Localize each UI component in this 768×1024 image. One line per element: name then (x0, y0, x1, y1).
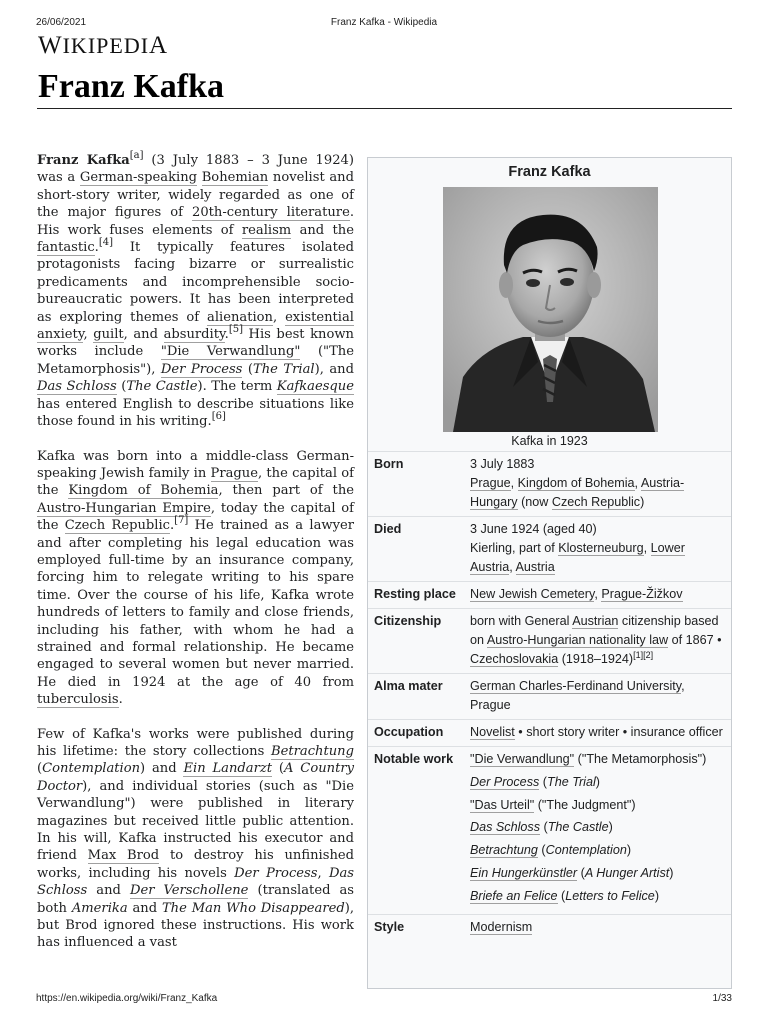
text-run: ( (539, 774, 547, 789)
wordmark-middle: IKIPEDI (62, 33, 150, 58)
text-run: ) (654, 888, 660, 903)
text-run: ) and (140, 761, 184, 777)
text-run: . (224, 327, 229, 343)
infobox-label: Resting place (374, 587, 456, 601)
infobox-row-notable-work (368, 746, 731, 914)
text-run: , (643, 541, 651, 555)
infobox-value (470, 520, 725, 577)
wiki-link[interactable]: Austria (515, 560, 555, 574)
text-run: ) (640, 495, 645, 509)
infobox-row-resting-place (368, 581, 731, 608)
infobox-row-citizenship (368, 608, 731, 673)
wiki-link[interactable]: Novelist (470, 725, 515, 739)
text-run: ( (116, 379, 127, 395)
print-footer (36, 993, 732, 1005)
infobox-rows (368, 451, 731, 941)
text-run: , (510, 476, 518, 490)
text-run: (now (517, 495, 552, 509)
print-header (36, 17, 732, 29)
infobox-value (470, 723, 725, 742)
text-run: ), and individual stories (such as "Die Verwandlung") were published in literary magazines but received little public attention. In his will, Kafka instructed his executor and friend (37, 778, 354, 864)
text-run: born with General (470, 614, 573, 628)
text-run: and (127, 900, 162, 916)
infobox-value (470, 677, 725, 715)
wiki-link[interactable]: German-speaking (79, 170, 198, 186)
text-run: citizenship based on (470, 614, 719, 647)
wiki-link[interactable]: Czech Republic (551, 495, 641, 509)
italic-text: A Hunger Artist (584, 865, 670, 880)
infobox-label: Alma mater (374, 679, 443, 693)
wiki-link[interactable]: absurdity (163, 327, 225, 343)
text-run: , Prague (470, 679, 685, 712)
infobox-row-born (368, 451, 731, 516)
text-run: • short story writer • insurance officer (514, 725, 723, 739)
text-run: , and (123, 327, 164, 343)
text-run: ("The Metamorphosis") (574, 752, 707, 766)
subject-name: Franz Kafka (37, 153, 130, 168)
wiki-link[interactable]: Der Process (160, 361, 243, 377)
italic-text: The Man Who Disappeared (161, 900, 345, 916)
notable-work-item (470, 841, 725, 860)
italic-text: Amerika (71, 900, 128, 916)
text-run: , (634, 476, 641, 490)
wiki-link[interactable]: 20th-century literature (191, 205, 350, 221)
text-run: to destroy his unfinished works, including his novels (37, 848, 355, 881)
text-run: , (594, 587, 602, 601)
infobox-row-alma-mater (368, 673, 731, 719)
text-run: ). The term (197, 379, 277, 395)
notable-work-item (470, 796, 725, 815)
wordmark-final: A (149, 32, 169, 59)
infobox-row-occupation (368, 719, 731, 746)
wiki-link[interactable]: Modernism (470, 919, 533, 934)
portrait-photo-image (443, 187, 658, 432)
text-run: (3 July 1883 – 3 June 1924) was a (37, 153, 354, 186)
wiki-link[interactable]: Kafkaesque (276, 379, 354, 395)
text-run: It typically features isolated protagonists facing bizarre or surrealistic predicaments and incomprehensible socio-bureaucratic powers. It has been interpreted as exploring themes of (37, 240, 354, 325)
wiki-link[interactable]: Der Verschollene (129, 883, 249, 899)
text-run: ), and (314, 361, 354, 377)
notable-work-item (470, 887, 725, 906)
infobox-value (470, 455, 725, 512)
wiki-link[interactable]: New Jewish Cemetery (470, 587, 595, 601)
wiki-link[interactable]: Kingdom of Bohemia (68, 483, 219, 499)
wiki-link[interactable]: "Das Urteil" (470, 797, 535, 812)
text-run: ( (540, 820, 548, 835)
text-run: . His work fuses elements of (37, 205, 354, 238)
notable-work-item (470, 750, 725, 769)
wiki-link[interactable]: Prague-Žižkov (601, 587, 683, 601)
text-run: Kierling, part of (470, 541, 559, 555)
wordmark-initial: W (38, 32, 63, 59)
text-run: , (83, 327, 94, 343)
citation-link[interactable]: [7] (174, 515, 189, 527)
text-run (197, 170, 202, 185)
text-run: , the capital of the (37, 465, 355, 499)
wiki-link[interactable]: Czechoslovakia (470, 652, 559, 666)
wiki-link[interactable]: Austro-Hungarian nationality law (486, 633, 669, 647)
portrait-photo[interactable] (443, 187, 658, 432)
infobox-label: Style (374, 919, 405, 934)
italic-text: Contemplation (545, 843, 627, 858)
citation-link[interactable]: [6] (211, 411, 226, 423)
title-divider (37, 108, 732, 109)
infobox-title: Franz Kafka (508, 164, 591, 180)
lead-paragraph-1 (37, 152, 354, 431)
italic-text: Der Process (234, 865, 318, 881)
citation-link[interactable]: [1][2] (633, 650, 654, 660)
wiki-link[interactable]: Austro-Hungarian Empire (37, 500, 211, 516)
wiki-link[interactable]: Briefe an Felice (470, 888, 558, 903)
text-run: ) (608, 820, 613, 835)
wiki-link[interactable]: Ein Hungerkünstler (470, 865, 578, 880)
text-run: ("The Judgment") (534, 797, 636, 812)
print-date: 26/06/2021 (36, 17, 87, 28)
notable-work-item (470, 818, 725, 837)
infobox-value (470, 750, 725, 910)
wiki-link[interactable]: fantastic (37, 240, 95, 256)
text-run: He trained as a lawyer and after completing his legal education was employed full-time by an insurance company, forcing him to relegate writing to his spare time. Over the course of his life, Kafka wrote hundreds of letters to family and close friends, including his father, with whom he had a strained and formal relationship. He became engaged to several women but never married. He died in 1924 at the age of 40 from (37, 518, 355, 690)
text-run: ), but Brod ignored these instructions. His work has influenced a vast (37, 900, 355, 951)
text-run: (translated as both (37, 883, 355, 916)
text-run: . (94, 240, 99, 256)
print-page-number: 1/33 (712, 993, 732, 1004)
wiki-link[interactable]: guilt (93, 327, 124, 343)
italic-text: Das Schloss (37, 865, 354, 899)
wiki-link[interactable]: Austrian (572, 614, 619, 628)
text-run: ( (577, 865, 585, 880)
text-run: ) (595, 774, 600, 789)
wiki-link[interactable]: tuberculosis (37, 692, 119, 708)
text-run: novelist and short-story writer, widely regarded as one of the major figures of (37, 170, 354, 221)
infobox-label: Occupation (374, 725, 444, 739)
text-run: ( (272, 761, 284, 777)
wiki-link[interactable]: Betrachtung (470, 843, 538, 858)
wiki-link[interactable]: Klosterneuburg (558, 541, 644, 555)
text-run: His best known works include (37, 327, 354, 360)
text-run: ( (537, 843, 546, 858)
text-run: Kafka was born into a middle-class German-speaking Jewish family in (37, 448, 354, 481)
wiki-link[interactable]: "Die Verwandlung" (470, 752, 575, 766)
wiki-link[interactable]: Lower Austria (470, 541, 685, 574)
wiki-link[interactable]: "Die Verwandlung" (160, 344, 301, 360)
text-run: Few of Kafka's works were published during his lifetime: the story collections (37, 726, 354, 759)
text-run: has entered English to describe situations like those found in his writing. (37, 396, 354, 430)
italic-text: A Country Doctor (37, 761, 354, 794)
lead-paragraph-3 (37, 726, 354, 952)
text-run: ( (37, 761, 43, 777)
notable-work-item (470, 864, 725, 883)
text-run: , then part of the (218, 483, 355, 499)
lead-paragraph-2 (37, 448, 354, 709)
infobox-value (470, 612, 725, 669)
wiki-link[interactable]: Czech Republic (64, 518, 170, 534)
wiki-link[interactable]: Betrachtung (271, 744, 354, 759)
text-run: ( (242, 361, 253, 377)
wiki-link[interactable]: Bohemian (201, 170, 269, 186)
infobox (367, 157, 732, 989)
article-body (37, 152, 354, 969)
wiki-link[interactable]: Der Process (470, 774, 540, 789)
wiki-link[interactable]: realism (241, 222, 292, 238)
wiki-link[interactable]: Das Schloss (470, 820, 540, 835)
text-run: ) (626, 843, 632, 858)
text-run: , today the capital of the (37, 500, 355, 534)
citation-link[interactable]: [5] (228, 324, 243, 336)
wiki-link[interactable]: German Charles-Ferdinand University (470, 679, 682, 693)
infobox-label: Born (374, 457, 404, 471)
wiki-link[interactable]: Prague (210, 465, 258, 481)
wiki-link[interactable]: alienation (207, 309, 273, 325)
notable-work-item (470, 773, 725, 792)
print-url: https://en.wikipedia.org/wiki/Franz_Kafka (36, 993, 218, 1004)
infobox-value (470, 918, 725, 937)
text-run: . (118, 692, 123, 708)
italic-text: The Castle (126, 379, 198, 395)
italic-text: The Trial (253, 361, 315, 377)
text-run: and (87, 883, 130, 899)
infobox-label: Died (374, 522, 402, 536)
wiki-link[interactable]: Kingdom of Bohemia (517, 476, 635, 490)
text-run: (1918–1924) (558, 652, 634, 666)
text-run: ( (557, 888, 566, 903)
print-page-title: Franz Kafka - Wikipedia (330, 17, 438, 28)
infobox-label: Notable work (374, 752, 454, 766)
wiki-link[interactable]: Das Schloss (37, 379, 117, 395)
wiki-link[interactable]: Ein Landarzt (183, 761, 273, 777)
photo-caption: Kafka in 1923 (511, 434, 588, 448)
italic-text: The Trial (547, 774, 596, 789)
wiki-link[interactable]: existential anxiety (37, 309, 354, 343)
text-run: 3 July 1883 (470, 457, 535, 471)
infobox-value (470, 585, 725, 604)
wiki-link[interactable]: Prague (470, 476, 511, 490)
text-run: , (317, 865, 329, 881)
wiki-link[interactable]: Max Brod (87, 848, 160, 864)
wiki-link[interactable]: Austria-Hungary (470, 476, 685, 509)
infobox-label: Citizenship (374, 614, 442, 628)
citation-link[interactable]: [a] (129, 150, 144, 161)
text-run: 3 June 1924 (aged 40) (470, 522, 597, 536)
page-title: Franz Kafka (38, 68, 225, 105)
text-run: , (272, 309, 286, 325)
text-run: and the (291, 222, 354, 238)
citation-link[interactable]: [4] (98, 237, 113, 249)
text-run: ("The Metamorphosis"), (37, 344, 354, 377)
infobox-row-style (368, 914, 731, 941)
italic-text: Letters to Felice (565, 888, 655, 903)
italic-text: Contemplation (42, 761, 141, 777)
text-run: , (509, 560, 516, 574)
infobox-row-died (368, 516, 731, 581)
italic-text: The Castle (547, 820, 609, 835)
text-run: ) (669, 865, 674, 880)
text-run: . (170, 518, 175, 534)
wikipedia-wordmark[interactable] (38, 32, 168, 60)
text-run: of 1867 • (668, 633, 722, 647)
